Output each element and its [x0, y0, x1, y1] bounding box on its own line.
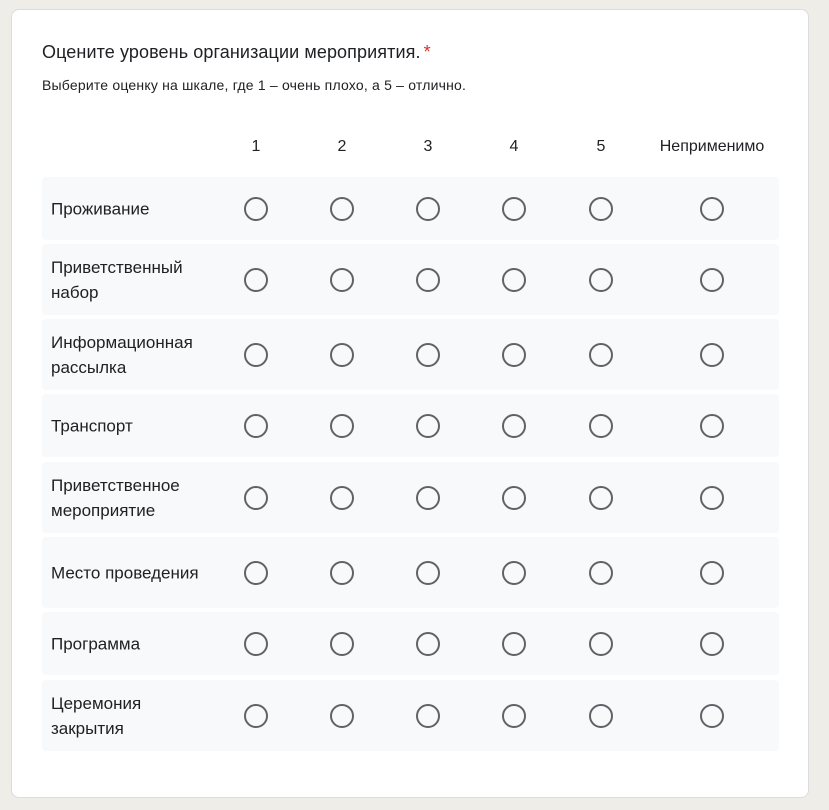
radio-welcome-event-3[interactable]	[416, 486, 440, 510]
radio-closing-ceremony-1[interactable]	[244, 704, 268, 728]
radio-welcome-event-5[interactable]	[589, 486, 613, 510]
row-label: Транспорт	[51, 416, 133, 435]
radio-accommodation-3[interactable]	[416, 197, 440, 221]
radio-newsletter-3[interactable]	[416, 343, 440, 367]
radio-welcome-event-2[interactable]	[330, 486, 354, 510]
grid-row-newsletter	[42, 319, 779, 390]
column-header-4: 4	[509, 138, 519, 155]
required-asterisk: *	[423, 42, 431, 62]
question-title	[42, 42, 431, 63]
radio-welcome-kit-1[interactable]	[244, 268, 268, 292]
column-header-5: 5	[596, 138, 606, 155]
radio-program-5[interactable]	[589, 632, 613, 656]
row-label: Приветственный набор	[51, 257, 183, 302]
radio-transport-3[interactable]	[416, 414, 440, 438]
radio-newsletter-5[interactable]	[589, 343, 613, 367]
radio-closing-ceremony-na[interactable]	[700, 704, 724, 728]
grid-row-accommodation	[42, 177, 779, 240]
radio-transport-2[interactable]	[330, 414, 354, 438]
radio-closing-ceremony-3[interactable]	[416, 704, 440, 728]
grid-row-welcome-event	[42, 462, 779, 533]
radio-venue-2[interactable]	[330, 561, 354, 585]
radio-accommodation-2[interactable]	[330, 197, 354, 221]
radio-program-4[interactable]	[502, 632, 526, 656]
radio-transport-na[interactable]	[700, 414, 724, 438]
row-label: Проживание	[51, 199, 150, 218]
radio-closing-ceremony-2[interactable]	[330, 704, 354, 728]
radio-newsletter-4[interactable]	[502, 343, 526, 367]
radio-closing-ceremony-4[interactable]	[502, 704, 526, 728]
grid-row-welcome-kit	[42, 244, 779, 315]
radio-accommodation-na[interactable]	[700, 197, 724, 221]
radio-welcome-event-na[interactable]	[700, 486, 724, 510]
row-label: Приветственное мероприятие	[51, 475, 180, 520]
row-label: Информационная рассылка	[51, 332, 193, 377]
question-card	[11, 9, 809, 798]
radio-transport-5[interactable]	[589, 414, 613, 438]
radio-welcome-kit-4[interactable]	[502, 268, 526, 292]
column-header-2: 2	[337, 138, 347, 155]
column-header-3: 3	[423, 138, 433, 155]
radio-program-2[interactable]	[330, 632, 354, 656]
radio-welcome-kit-5[interactable]	[589, 268, 613, 292]
radio-newsletter-2[interactable]	[330, 343, 354, 367]
radio-newsletter-1[interactable]	[244, 343, 268, 367]
column-header-not-applicable: Неприменимо	[659, 138, 765, 155]
row-label: Церемония закрытия	[51, 693, 142, 738]
radio-welcome-event-1[interactable]	[244, 486, 268, 510]
radio-program-1[interactable]	[244, 632, 268, 656]
radio-welcome-kit-na[interactable]	[700, 268, 724, 292]
radio-venue-5[interactable]	[589, 561, 613, 585]
radio-program-3[interactable]	[416, 632, 440, 656]
radio-welcome-kit-2[interactable]	[330, 268, 354, 292]
radio-accommodation-4[interactable]	[502, 197, 526, 221]
grid-row-program	[42, 612, 779, 675]
radio-venue-4[interactable]	[502, 561, 526, 585]
radio-closing-ceremony-5[interactable]	[589, 704, 613, 728]
radio-transport-4[interactable]	[502, 414, 526, 438]
radio-venue-1[interactable]	[244, 561, 268, 585]
radio-welcome-event-4[interactable]	[502, 486, 526, 510]
question-description: Выберите оценку на шкале, где 1 – очень плохо, а 5 – отлично.	[42, 77, 467, 93]
column-header-1: 1	[251, 138, 261, 155]
radio-venue-3[interactable]	[416, 561, 440, 585]
radio-venue-na[interactable]	[700, 561, 724, 585]
grid-row-venue	[42, 537, 779, 608]
row-label: Программа	[51, 634, 141, 653]
question-title-text: Оцените уровень организации мероприятия.	[42, 42, 421, 62]
radio-newsletter-na[interactable]	[700, 343, 724, 367]
grid-row-closing-ceremony	[42, 680, 779, 751]
radio-accommodation-5[interactable]	[589, 197, 613, 221]
radio-accommodation-1[interactable]	[244, 197, 268, 221]
radio-transport-1[interactable]	[244, 414, 268, 438]
row-label: Место проведения	[51, 563, 199, 582]
grid-row-transport	[42, 394, 779, 457]
radio-welcome-kit-3[interactable]	[416, 268, 440, 292]
radio-program-na[interactable]	[700, 632, 724, 656]
